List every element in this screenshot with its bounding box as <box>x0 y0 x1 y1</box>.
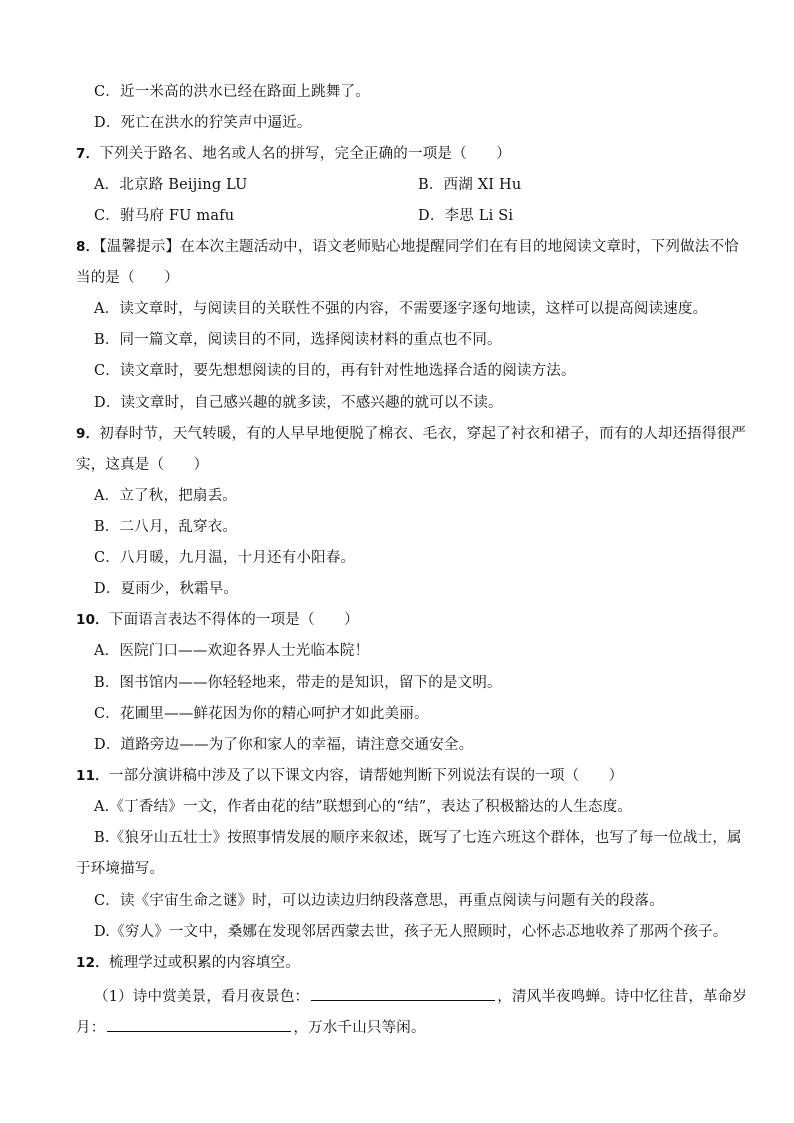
q10-option-b: B．图书馆内——你轻轻地来，带走的是知识，留下的是文明。 <box>94 675 502 691</box>
q10-option-a: A．医院门口——欢迎各界人士光临本院！ <box>94 643 370 659</box>
q9-text-line1: 初春时节，天气转暖，有的人早早地便脱了棉衣、毛衣，穿起了衬衣和裙子，而有的人却还捂得很严 <box>99 426 747 442</box>
q10-number: 10． <box>76 612 109 628</box>
q12-number: 12． <box>76 955 109 971</box>
q8-stem <box>76 237 739 257</box>
q9-text-line2: 实，这真是（ ） <box>76 457 209 473</box>
q11-option-b-line1: B.《狼牙山五壮士》按照事情发展的顺序来叙述，既写了七连六班这个群体，也写了每一位战士，属 <box>94 830 742 846</box>
q7-option-d: D．李思 Li Si <box>418 208 514 224</box>
q12-part1-line1 <box>94 984 747 1007</box>
q7-option-b: B．西湖 XI Hu <box>418 177 522 193</box>
q9-stem <box>76 424 746 444</box>
q11-option-a: A.《丁香结》一文，作者由花的结”联想到心的“结”，表达了积极豁达的人生态度。 <box>94 799 633 815</box>
q7-text: 下列关于路名、地名或人名的拼写，完全正确的一项是（ ） <box>99 146 511 162</box>
q8-text-line1: 【温馨提示】在本次主题活动中，语文老师贴心地提醒同学们在有目的地阅读文章时，下列做法不恰 <box>99 239 739 255</box>
q7-option-a: A．北京路 Beijing LU <box>94 177 248 193</box>
q10-text: 下面语言表达不得体的一项是（ ） <box>108 612 359 628</box>
q10-stem <box>76 610 359 630</box>
q11-number: 11． <box>76 768 109 784</box>
q8-number: 8． <box>76 239 100 255</box>
q10-option-c: C．花圃里——鲜花因为你的精心呵护才如此美丽。 <box>94 706 429 722</box>
q8-option-a: A．读文章时，与阅读目的关联性不强的内容，不需要逐字逐句地读，这样可以提高阅读速度。 <box>94 301 708 317</box>
q9-option-a: A．立了秋，把扇丢。 <box>94 488 237 504</box>
q6-option-c: C．近一米高的洪水已经在路面上跳舞了。 <box>94 84 370 100</box>
q7-stem <box>76 144 511 164</box>
q7-number: 7． <box>76 146 100 162</box>
q9-option-d: D．夏雨少，秋霜早。 <box>94 581 239 597</box>
q11-option-c: C．读《宇宙生命之谜》时，可以边读边归纳段落意思，再重点阅读与问题有关的段落。 <box>94 893 664 909</box>
q11-text: 一部分演讲稿中涉及了以下课文内容，请帮她判断下列说法有误的一项（ ） <box>108 768 624 784</box>
q12-part1-after-blank: ，清风半夜鸣蝉。诗中忆往昔，革命岁 <box>497 989 748 1005</box>
q12-part1-prompt: （1）诗中赏美景，看月夜景色： <box>94 989 310 1005</box>
q11-option-b-line2: 于环境描写。 <box>76 861 165 877</box>
q12-part1-line2 <box>76 1015 426 1038</box>
q7-option-c: C．驸马府 FU mafu <box>94 208 235 224</box>
q12-stem <box>76 953 300 973</box>
q9-option-c: C．八月暖，九月温，十月还有小阳春。 <box>94 550 356 566</box>
q6-option-d: D．死亡在洪水的狞笑声中逼近。 <box>94 115 312 131</box>
q8-option-b: B．同一篇文章，阅读目的不同，选择阅读材料的重点也不同。 <box>94 332 502 348</box>
q12-blank-1[interactable] <box>311 984 495 1001</box>
q11-option-d: D.《穷人》一文中，桑娜在发现邻居西蒙去世，孩子无人照顾时，心怀忐忑地收养了那两个孩子。 <box>94 924 728 940</box>
q10-option-d: D．道路旁边——为了你和家人的幸福，请注意交通安全。 <box>94 737 474 753</box>
q8-text-line2: 当的是（ ） <box>76 270 179 286</box>
q9-option-b: B．二八月，乱穿衣。 <box>94 519 238 535</box>
q12-text: 梳理学过或积累的内容填空。 <box>108 955 300 971</box>
q9-number: 9． <box>76 426 100 442</box>
q12-part1-line2-after-blank: ，万水千山只等闲。 <box>293 1020 426 1036</box>
q12-blank-2[interactable] <box>107 1015 291 1032</box>
q8-option-d: D．读文章时，自己感兴趣的就多读，不感兴趣的就可以不读。 <box>94 395 503 411</box>
q8-option-c: C．读文章时，要先想想阅读的目的，再有针对性地选择合适的阅读方法。 <box>94 363 576 379</box>
q11-stem <box>76 766 623 786</box>
q12-part1-line2-prompt: 月： <box>76 1020 106 1036</box>
